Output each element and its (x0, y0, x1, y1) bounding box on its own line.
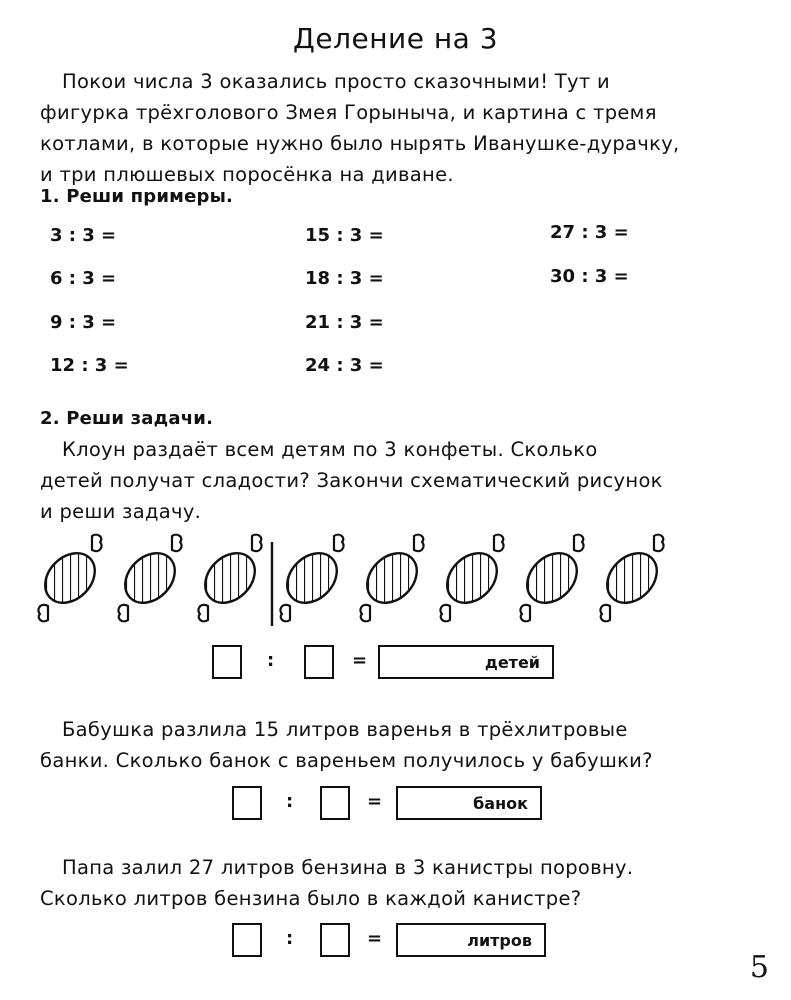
task1-line: детей получат сладости? Закончи схематический рисунок (40, 469, 663, 492)
answer-square[interactable] (320, 786, 350, 820)
answer-box[interactable] (396, 923, 546, 957)
answer-square[interactable] (232, 786, 262, 820)
answer-unit: детей (484, 652, 540, 672)
task1-line: Клоун раздаёт всем детям по 3 конфеты. Сколько (62, 438, 598, 461)
example: 15 : 3 = (305, 225, 384, 246)
intro-line: и три плюшевых поросёнка на диване. (40, 163, 454, 186)
equals-sign: = (367, 928, 383, 949)
section1-heading: 1. Реши примеры. (40, 186, 234, 207)
answer-box[interactable] (378, 645, 554, 679)
candy-icon (195, 535, 264, 622)
example: 21 : 3 = (305, 312, 384, 333)
divide-sign: : (286, 791, 294, 812)
answer-square[interactable] (304, 645, 334, 679)
example: 24 : 3 = (305, 355, 384, 376)
candy-icon (115, 535, 184, 622)
candy-icon (437, 535, 506, 622)
page-title: Деление на 3 (292, 22, 499, 55)
intro-line: котлами, в которые нужно было нырять Иванушке-дурачку, (40, 132, 680, 155)
candy-icon (357, 535, 426, 622)
answer-box[interactable] (396, 786, 542, 820)
answer-unit: литров (467, 930, 532, 950)
task2-line: Бабушка разлила 15 литров варенья в трёхлитровые (62, 718, 628, 741)
example: 12 : 3 = (50, 355, 129, 376)
section2-heading: 2. Реши задачи. (40, 408, 214, 429)
intro-paragraph (40, 66, 762, 190)
example: 18 : 3 = (305, 268, 384, 289)
example: 30 : 3 = (550, 266, 629, 287)
answer-unit: банок (473, 793, 528, 813)
example: 27 : 3 = (550, 222, 629, 243)
example: 6 : 3 = (50, 268, 117, 289)
candy-icon (517, 535, 586, 622)
equals-sign: = (352, 650, 368, 671)
answer-square[interactable] (212, 645, 242, 679)
intro-line: Покои числа 3 оказались просто сказочными! Тут и (62, 70, 610, 93)
page-number: 5 (749, 950, 769, 985)
candy-icon (597, 535, 666, 622)
task1-line: и реши задачу. (40, 500, 202, 523)
answer-square[interactable] (232, 923, 262, 957)
example: 9 : 3 = (50, 312, 117, 333)
example: 3 : 3 = (50, 225, 117, 246)
equals-sign: = (367, 791, 383, 812)
task3-line: Сколько литров бензина было в каждой канистре? (40, 887, 582, 910)
task3-line: Папа залил 27 литров бензина в 3 канистры поровну. (62, 856, 634, 879)
intro-line: фигурка трёхголового Змея Горыныча, и картина с тремя (40, 101, 657, 124)
task2-line: банки. Сколько банок с вареньем получилось у бабушки? (40, 749, 653, 772)
candies-illustration (30, 530, 760, 630)
divide-sign: : (267, 650, 275, 671)
divide-sign: : (286, 928, 294, 949)
answer-square[interactable] (320, 923, 350, 957)
candy-icon (277, 535, 346, 622)
candy-icon (35, 535, 104, 622)
